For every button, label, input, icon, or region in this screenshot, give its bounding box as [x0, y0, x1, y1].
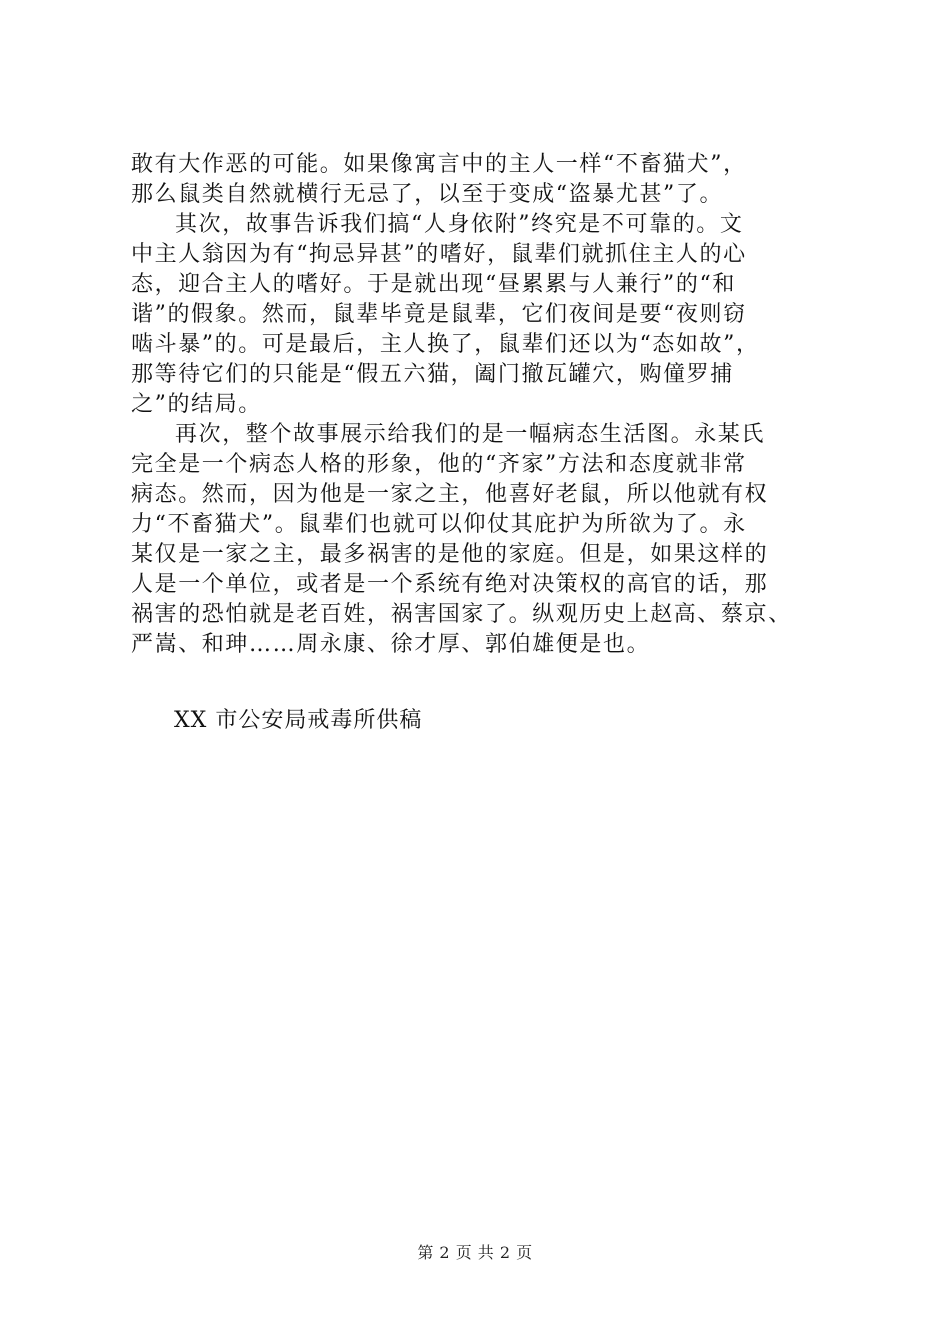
text-line: 那么鼠类自然就横行无忌了，以至于变成“盗暴尤甚”了。 — [131, 182, 724, 207]
text-line: 啮斗暴”的。可是最后，主人换了，鼠辈们还以为“态如故”， — [131, 332, 760, 357]
text-line: 严嵩、和珅……周永康、徐才厚、郭伯雄便是也。 — [131, 632, 651, 657]
text-line: 某仅是一家之主，最多祸害的是他的家庭。但是，如果这样的 — [131, 542, 769, 567]
paragraph-start-line: 其次，故事告诉我们搞“人身依附”终究是不可靠的。文 — [175, 212, 744, 237]
text-line: 祸害的恐怕就是老百姓，祸害国家了。纵观历史上赵高、蔡京、 — [131, 602, 792, 627]
text-line: 人是一个单位，或者是一个系统有绝对决策权的高官的话，那 — [131, 572, 769, 597]
source-credit: XX 市公安局戒毒所供稿 — [174, 708, 423, 733]
article-body — [131, 150, 831, 660]
text-line: 谐”的假象。然而，鼠辈毕竟是鼠辈，它们夜间是要“夜则窃 — [131, 302, 747, 327]
text-line: 中主人翁因为有“拘忌异甚”的嗜好，鼠辈们就抓住主人的心 — [131, 242, 747, 267]
text-line: 力“不畜猫犬”。鼠辈们也就可以仰仗其庇护为所欲为了。永 — [131, 512, 747, 537]
paragraph-start-line: 再次，整个故事展示给我们的是一幅病态生活图。永某氏 — [175, 422, 766, 447]
text-line: 完全是一个病态人格的形象，他的“齐家”方法和态度就非常 — [131, 452, 747, 477]
text-line: 态，迎合主人的嗜好。于是就出现“昼累累与人兼行”的“和 — [131, 272, 736, 297]
page-number-footer: 第 2 页 共 2 页 — [417, 1243, 533, 1262]
text-line: 那等待它们的只能是“假五六猫，阖门撤瓦罐穴，购僮罗捕 — [131, 362, 734, 387]
text-line: 敢有大作恶的可能。如果像寓言中的主人一样“不畜猫犬”， — [131, 152, 747, 177]
text-line: 之”的结局。 — [131, 392, 262, 417]
text-line: 病态。然而，因为他是一家之主，他喜好老鼠，所以他就有权 — [131, 482, 769, 507]
